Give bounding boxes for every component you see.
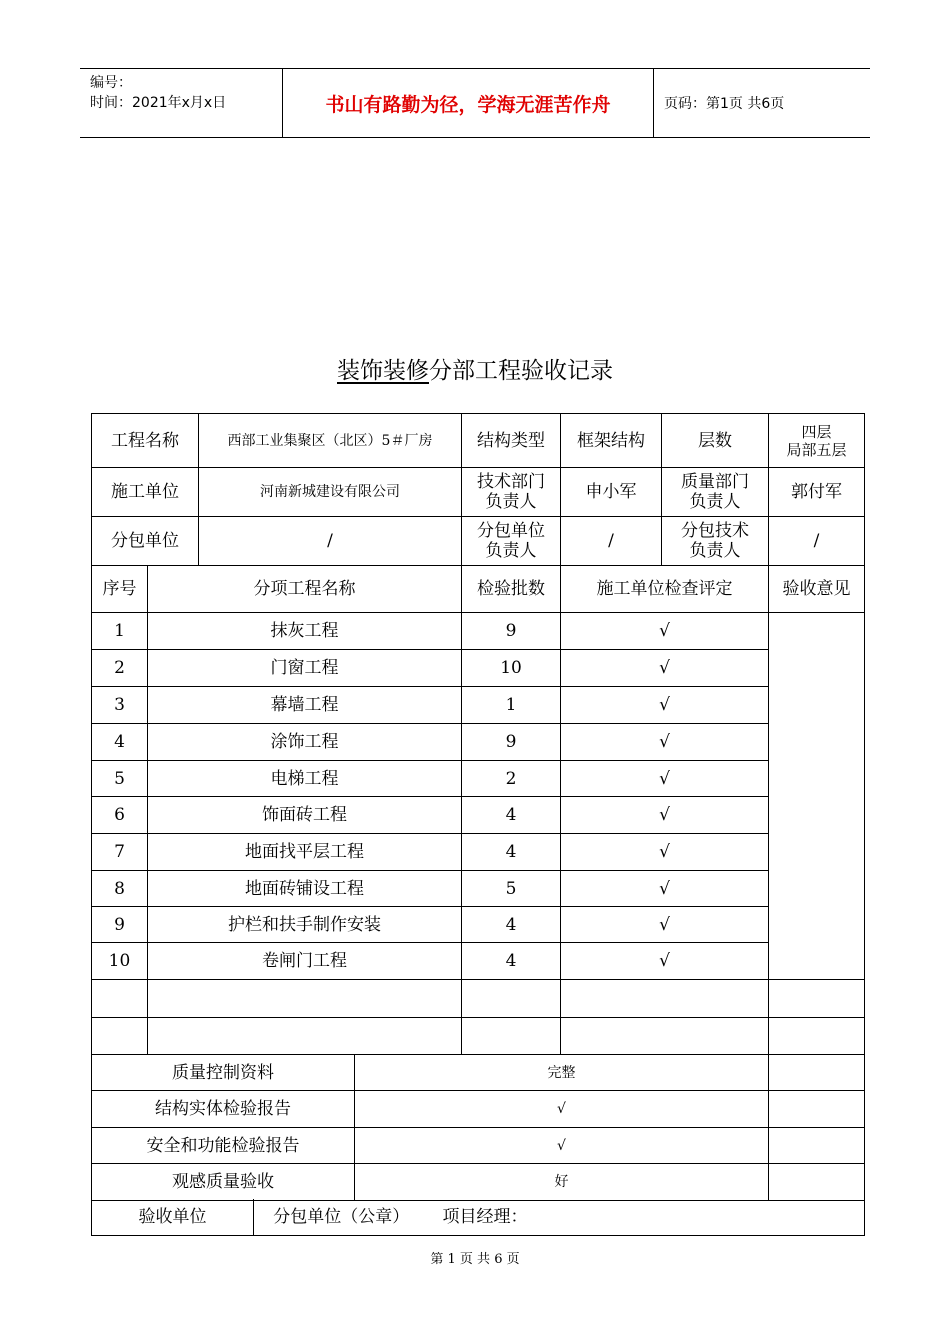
footer-page-number: 1 bbox=[447, 1252, 456, 1267]
item-batches: 9 bbox=[462, 613, 561, 650]
item-no: 5 bbox=[92, 761, 148, 797]
summary-label: 结构实体检验报告 bbox=[92, 1091, 355, 1128]
quality-head-value: 郭付军 bbox=[769, 468, 865, 517]
table-row bbox=[92, 687, 865, 724]
table-row bbox=[92, 834, 865, 871]
sub-label: 分包单位 bbox=[92, 517, 199, 566]
summary-value: 好 bbox=[355, 1164, 769, 1201]
sub-head-label bbox=[462, 517, 561, 566]
floors-value bbox=[769, 414, 865, 468]
sub-head-label-line-1: 分包单位 bbox=[477, 521, 546, 541]
code-label: 编号： bbox=[90, 75, 132, 91]
item-batches: 4 bbox=[462, 834, 561, 871]
item-no: 10 bbox=[92, 943, 148, 980]
item-batches: 9 bbox=[462, 724, 561, 761]
item-no: 1 bbox=[92, 613, 148, 650]
item-check: √ bbox=[561, 797, 769, 834]
page-footer bbox=[0, 1248, 950, 1267]
summary-label: 质量控制资料 bbox=[92, 1055, 355, 1091]
footer-page-total: 6 bbox=[494, 1252, 503, 1267]
contractor-label: 施工单位 bbox=[92, 468, 199, 517]
contractor-value: 河南新城建设有限公司 bbox=[199, 468, 462, 517]
sub-unit-stamp-label: 分包单位（公章） bbox=[254, 1199, 429, 1235]
empty-row bbox=[92, 1018, 865, 1055]
quality-head-label-line-2: 负责人 bbox=[689, 492, 741, 512]
summary-label: 安全和功能检验报告 bbox=[92, 1128, 355, 1164]
item-opinion-merged bbox=[769, 613, 865, 980]
item-batches: 5 bbox=[462, 871, 561, 907]
header-motto: 书山有路勤为径，学海无涯苦作舟 bbox=[282, 69, 654, 137]
info-row-contractor bbox=[92, 468, 865, 517]
item-name: 饰面砖工程 bbox=[148, 797, 462, 834]
project-name-value: 西部工业集聚区（北区）5＃厂房 bbox=[199, 414, 462, 468]
acceptance-row bbox=[92, 1199, 865, 1235]
col-no-header: 序号 bbox=[92, 566, 148, 613]
item-no: 9 bbox=[92, 907, 148, 943]
item-name: 地面找平层工程 bbox=[148, 834, 462, 871]
footer-suffix: 页 bbox=[506, 1252, 520, 1267]
table-row bbox=[92, 724, 865, 761]
tech-head-label bbox=[462, 468, 561, 517]
table-row bbox=[92, 797, 865, 834]
acceptance-row-table bbox=[91, 1199, 865, 1236]
sub-tech-label-line-1: 分包技术 bbox=[681, 521, 750, 541]
item-name: 电梯工程 bbox=[148, 761, 462, 797]
item-no: 8 bbox=[92, 871, 148, 907]
tech-head-value: 申小军 bbox=[561, 468, 662, 517]
floors-line-1: 四层 bbox=[801, 422, 832, 441]
footer-prefix: 第 bbox=[430, 1252, 444, 1267]
title-underlined: 装饰装修 bbox=[337, 358, 429, 384]
tech-head-label-line-1: 技术部门 bbox=[477, 472, 546, 492]
summary-row bbox=[92, 1091, 865, 1128]
item-check: √ bbox=[561, 834, 769, 871]
sub-tech-label bbox=[662, 517, 769, 566]
header-page-label: 页码：第1页 共6页 bbox=[664, 96, 785, 112]
item-check: √ bbox=[561, 724, 769, 761]
item-name: 抹灰工程 bbox=[148, 613, 462, 650]
item-batches: 4 bbox=[462, 907, 561, 943]
item-check: √ bbox=[561, 613, 769, 650]
sub-tech-value: / bbox=[769, 517, 865, 566]
acceptance-record-table bbox=[91, 413, 865, 1201]
tech-head-label-line-2: 负责人 bbox=[485, 492, 537, 512]
item-batches: 4 bbox=[462, 797, 561, 834]
structure-type-value: 框架结构 bbox=[561, 414, 662, 468]
item-name: 卷闸门工程 bbox=[148, 943, 462, 980]
item-check: √ bbox=[561, 761, 769, 797]
acceptance-unit-label: 验收单位 bbox=[92, 1199, 254, 1235]
item-no: 7 bbox=[92, 834, 148, 871]
item-no: 2 bbox=[92, 650, 148, 687]
sub-value: / bbox=[199, 517, 462, 566]
col-batches-header: 检验批数 bbox=[462, 566, 561, 613]
table-row bbox=[92, 907, 865, 943]
sub-head-label-line-2: 负责人 bbox=[485, 541, 537, 561]
project-manager-label: 项目经理： bbox=[429, 1199, 865, 1235]
page-header bbox=[80, 68, 870, 138]
table-row bbox=[92, 943, 865, 980]
item-name: 护栏和扶手制作安装 bbox=[148, 907, 462, 943]
item-batches: 10 bbox=[462, 650, 561, 687]
summary-label: 观感质量验收 bbox=[92, 1164, 355, 1201]
item-no: 4 bbox=[92, 724, 148, 761]
col-check-header: 施工单位检查评定 bbox=[561, 566, 769, 613]
item-name: 地面砖铺设工程 bbox=[148, 871, 462, 907]
item-batches: 1 bbox=[462, 687, 561, 724]
item-no: 6 bbox=[92, 797, 148, 834]
quality-head-label-line-1: 质量部门 bbox=[681, 472, 750, 492]
summary-row bbox=[92, 1055, 865, 1091]
col-name-header: 分项工程名称 bbox=[148, 566, 462, 613]
info-row-project bbox=[92, 414, 865, 468]
item-check: √ bbox=[561, 907, 769, 943]
item-name: 幕墙工程 bbox=[148, 687, 462, 724]
item-batches: 2 bbox=[462, 761, 561, 797]
summary-value: 完整 bbox=[355, 1055, 769, 1091]
table-row bbox=[92, 650, 865, 687]
empty-row bbox=[92, 980, 865, 1018]
info-row-subcontractor bbox=[92, 517, 865, 566]
table-row bbox=[92, 761, 865, 797]
summary-value: √ bbox=[355, 1128, 769, 1164]
footer-mid: 页 共 bbox=[459, 1252, 491, 1267]
item-name: 门窗工程 bbox=[148, 650, 462, 687]
document-title bbox=[0, 352, 950, 385]
item-check: √ bbox=[561, 687, 769, 724]
col-opinion-header: 验收意见 bbox=[769, 566, 865, 613]
table-row bbox=[92, 871, 865, 907]
header-meta bbox=[80, 69, 282, 137]
item-check: √ bbox=[561, 943, 769, 980]
item-batches: 4 bbox=[462, 943, 561, 980]
table-row bbox=[92, 613, 865, 650]
items-header-row bbox=[92, 566, 865, 613]
title-rest: 分部工程验收记录 bbox=[429, 358, 613, 384]
item-name: 涂饰工程 bbox=[148, 724, 462, 761]
item-check: √ bbox=[561, 871, 769, 907]
sub-tech-label-line-2: 负责人 bbox=[689, 541, 741, 561]
summary-row bbox=[92, 1128, 865, 1164]
summary-row bbox=[92, 1164, 865, 1201]
quality-head-label bbox=[662, 468, 769, 517]
structure-type-label: 结构类型 bbox=[462, 414, 561, 468]
item-check: √ bbox=[561, 650, 769, 687]
time-label: 时间：2021年x月x日 bbox=[90, 95, 227, 111]
item-no: 3 bbox=[92, 687, 148, 724]
summary-value: √ bbox=[355, 1091, 769, 1128]
sub-head-value: / bbox=[561, 517, 662, 566]
project-name-label: 工程名称 bbox=[92, 414, 199, 468]
floors-label: 层数 bbox=[662, 414, 769, 468]
floors-line-2: 局部五层 bbox=[786, 440, 847, 459]
